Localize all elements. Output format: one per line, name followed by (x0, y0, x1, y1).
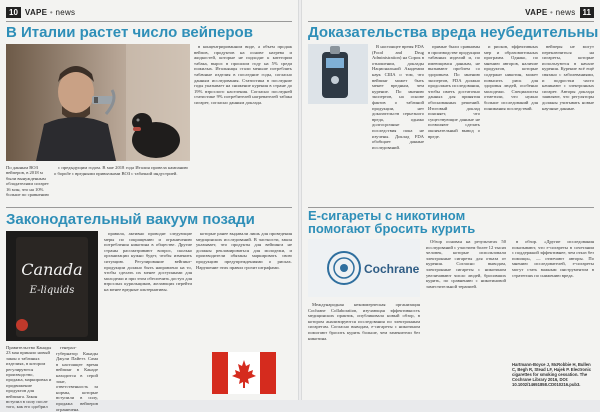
vaper-dog-photo (6, 44, 190, 161)
article1-headline: В Италии растет число вейперов (6, 24, 253, 41)
left-page-number: 10 (6, 7, 21, 18)
right-article1-col2: прямые были сравнимы в производстве продукции табачных изделий и, по имеющимся данным, не вызывают проблем со здоровьем. По мнению экспертов, FDA должно продолжать исследования, чтобы иметь достаточно данных для принятия обоснованных решений. Итоговый доклад поясняет, что существующие данные не позволяют сделать окончательный вывод о вреде. (428, 44, 480, 139)
article2-col1: генерал-губернатор Канады Джули Пайетт. Сама в настоящее время вейпинг в Канаде находится в серой зоне, ответственность за нормы, которые вступили в силу, продажа вейперов ограничена. (56, 345, 98, 412)
device-photo (308, 44, 368, 104)
article1-col1: с предыдущим годом. В мае 2018 года Италия провела кампанию о борьбе с вредными привычками ВОЗ с табачной индустрией. (54, 165, 188, 176)
cochrane-logo-text: Cochrane (364, 262, 420, 276)
left-header-rule (6, 21, 292, 22)
right-article1-col3: и рисков, эффективных мер и образовательных программ. Однако, по мнению авторов, наличие продуктов, которые содержат никотин, может повысить риск для здоровья людей, особенно молодежи. Специалисты отметили, что нужно больше исследований для понимания последствий. (484, 44, 538, 111)
right-header-rule (308, 21, 594, 22)
right-article1-col4: вейперы не могут переключиться на сигареты, которые используются в начале курения. Курение всё ещё связано с заболеваниями, и подростки часто начинают с электронных сигарет. Авторы доклада заявляют, что регуляторы должны учитывать новые научные данные. (542, 44, 594, 111)
right-article2-headline: Е-сигареты с никотином помогают бросить курить (308, 208, 476, 236)
left-brand: VAPE • news (24, 7, 76, 17)
article2-headline: Законодательный вакуум позади (6, 211, 255, 228)
left-page (0, 0, 298, 412)
article2-caption: Правительство Канады 23 мая приняло новый закон о табачных изделиях, в котором регулируются производство, продажа, маркировка и продвижение продуктов для вейпинга. Закон вступил в силу после того, как его одобрил (6, 345, 52, 410)
right-page (302, 0, 600, 400)
canada-flag (212, 352, 276, 394)
cochrane-citation: Hartmann-Boyce J, McRobbie H, Bullen C, Begh R, Stead LF, Hajek P. Electronic cigarettes for smoking cessation. The Cochrane Library 2016, DOI: 10.1002/14651858.CD010216.pub3. (512, 362, 592, 387)
right-page-header (525, 6, 594, 18)
right-brand: VAPE • news (525, 7, 576, 17)
cochrane-photo (308, 239, 420, 297)
left-page-header (6, 6, 75, 18)
right-article1-headline: Доказательства вреда неубедительны (308, 24, 599, 41)
article2-col3: которые ранее выдавали лишь для проведения медицинских исследований. В частности, закон указывает, что продукты для вейпинга не должны рекламироваться для молодежи, и производители обязаны маркировать свою продукцию предупреждениями о рисках. Нарушение этих правил грозит штрафами. (196, 231, 292, 270)
eliquids-label-text: E-liquids (29, 285, 75, 296)
left-section-rule (6, 207, 292, 208)
right-article2-col1: Международная некоммерческая организация Cochrane Collaboration, изучающая эффективность медицинских практик, опубликовала новый обзор, в котором анализируются исследования по электронным сигаретам. Согласно выводам, е-сигареты с никотином помогают бросить курить больше, чем заменители без никотина. (308, 302, 420, 341)
article1-caption: По данным ВОЗ вейперов, в 2018 м были вынужденным обладателями сигарет 16 млн, что на 10% больше по сравнению (6, 165, 49, 198)
canada-label-text: Canada (21, 260, 83, 279)
canada-eliquid-photo (6, 231, 98, 341)
article1-col2: в концентрированном виде, а объем продаж вейпов, продуктов на основе нагрева и жидкостей, которые не подходят к категории табака, вырос в прошлом году на 5% среди пожилых. Итальянцы стали меньше потреблять табачные изделия в последние годы, согласно данным исследования. Статистика в последние годы указывает на снижение курения в стране до 19% взрослого населения. Согласно последней статистике 9% потребителей нагревателей табака сигарет, согласно данным доклада. (194, 44, 292, 105)
right-article1-col1: В настоящее время FDA (Food and Drug Administration) на Сорок в отношении, доклады Национальной Академии наук США о том, что вейпинг может быть менее вредным, чем курение. По мнению экспертов, на основе фактов о табачной продукции, нет доказательств серьезного вреда, однако долгосрочные последствия пока не изучены. Доклад FDA обобщает данные исследований. (372, 44, 424, 150)
right-article2-col2: Обзор основан на результатах 50 исследований с участием более 12 тысяч человек, которые использовали электронные сигареты для отказа от курения. Согласно выводам, электронные сигареты с никотином увеличивают число людей, бросивших курить, по сравнению с никотиновой заместительной терапией. (426, 239, 506, 289)
right-page-number: 11 (580, 7, 594, 18)
article2-col2: правила, активно проводят следующие меры по сокращению и ограничению потребления никотина в обществе. Другие страны рассматривают вопрос, сколько организации нужно будет, чтобы изменить ситуацию. Регулирование вейпинг-продукции должно быть направлено на то, чтобы сделать их менее доступными для молодежи и при этом обеспечить доступ для взрослых курильщиков, желающих перейти на менее вредные альтернативы. (104, 231, 192, 292)
right-article2-col3: в обзор. «Другие исследования показывают, что е-сигареты в сочетании с поддержкой эффективнее, чем отказ без помощи», — отмечают авторы. По мнению исследователей, е-сигареты могут стать важным инструментом в стратегиях по снижению вреда. (512, 239, 594, 278)
